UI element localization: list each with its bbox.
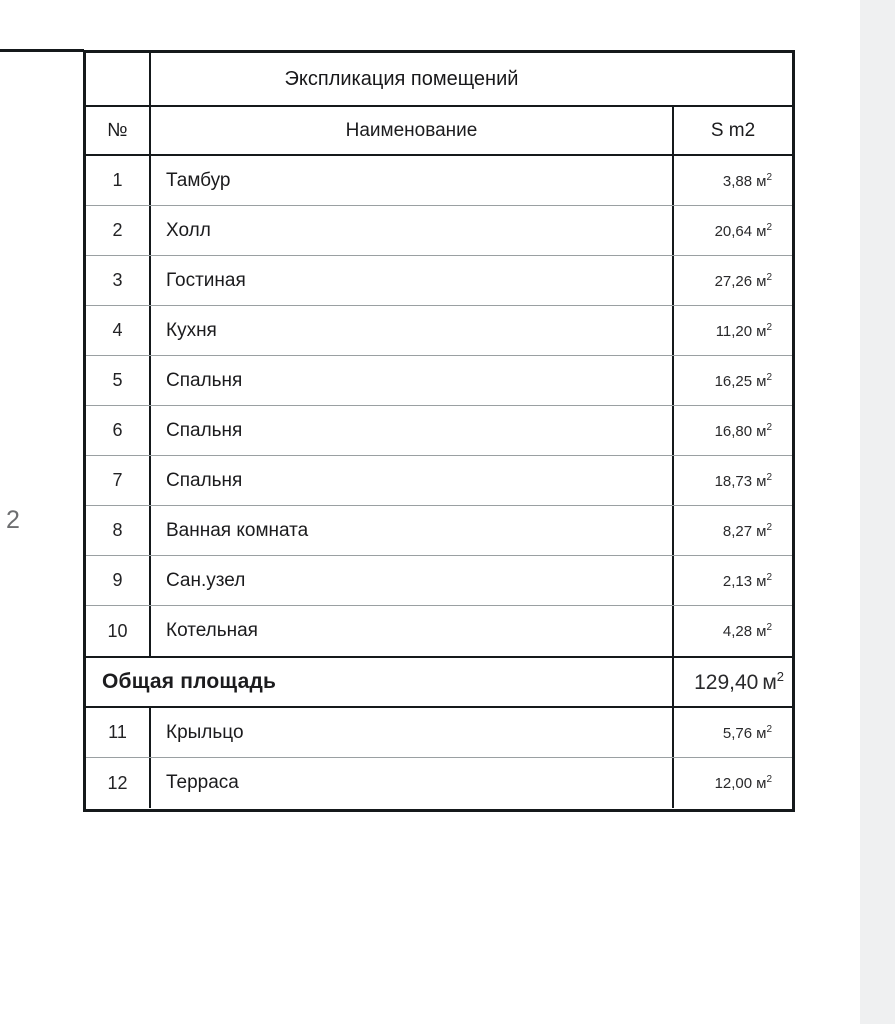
table-title-row xyxy=(86,53,792,107)
table-row xyxy=(86,708,792,758)
room-name-text: Ванная комната xyxy=(166,519,309,541)
table-row xyxy=(86,456,792,506)
room-name xyxy=(151,606,674,656)
room-area-text: 2,13 $м^2$ xyxy=(722,571,772,590)
room-area xyxy=(674,156,792,205)
room-name-text: Спальня xyxy=(166,469,243,491)
table-row xyxy=(86,306,792,356)
room-name xyxy=(151,356,674,405)
room-name-text: Гостиная xyxy=(166,269,246,291)
header-name-label: Наименование xyxy=(345,119,478,141)
room-name-text: Крыльцо xyxy=(166,721,244,743)
header-area xyxy=(674,107,792,154)
room-area-text: 3,88 $м^2$ xyxy=(722,171,772,190)
table-row xyxy=(86,356,792,406)
table-row xyxy=(86,406,792,456)
header-number-label: № xyxy=(107,119,128,141)
room-name-text: Кухня xyxy=(166,319,217,341)
row-number xyxy=(86,758,151,808)
row-number xyxy=(86,156,151,205)
room-area-text: 12,00 $м^2$ xyxy=(714,774,772,792)
row-number-text: 3 xyxy=(112,270,123,290)
row-number-text: 9 xyxy=(112,570,123,590)
room-name xyxy=(151,256,674,305)
room-area-text: 5,76 $м^2$ xyxy=(722,723,772,742)
row-number-text: 2 xyxy=(112,220,123,240)
row-number-text: 6 xyxy=(112,420,123,440)
table-row xyxy=(86,156,792,206)
room-name xyxy=(151,406,674,455)
room-area-text: 4,28 $м^2$ xyxy=(722,622,772,640)
viewer-edge-strip xyxy=(860,0,895,1024)
room-area xyxy=(674,758,792,808)
table-row xyxy=(86,606,792,656)
row-number-text: 11 xyxy=(108,722,127,742)
room-name xyxy=(151,758,674,808)
total-row xyxy=(86,656,792,708)
table-row xyxy=(86,256,792,306)
header-name xyxy=(151,107,674,154)
room-area-text: 18,73 $м^2$ xyxy=(714,471,772,490)
room-name-text: Спальня xyxy=(166,419,243,441)
header-number xyxy=(86,107,151,154)
room-area xyxy=(674,406,792,455)
room-name xyxy=(151,708,674,757)
room-name-text: Котельная xyxy=(166,620,258,641)
room-name-text: Терраса xyxy=(166,772,239,793)
row-number-text: 12 xyxy=(107,772,128,793)
table-row xyxy=(86,556,792,606)
room-name xyxy=(151,156,674,205)
total-area-text: 129,40 $м^2$ xyxy=(694,669,784,694)
row-number xyxy=(86,506,151,555)
table-title: Экспликация помещений xyxy=(284,67,519,90)
row-number xyxy=(86,306,151,355)
row-number xyxy=(86,456,151,505)
room-name-text: Сан.узел xyxy=(166,569,246,591)
room-area-text: 16,25 $м^2$ xyxy=(714,371,772,390)
row-number xyxy=(86,256,151,305)
room-area-text: 8,27 $м^2$ xyxy=(722,521,772,540)
room-area-text: 27,26 $м^2$ xyxy=(714,271,772,290)
room-name-text: Холл xyxy=(166,219,211,241)
header-area-label: S m2 xyxy=(710,119,756,141)
row-number xyxy=(86,206,151,255)
row-number-text: 7 xyxy=(112,470,123,490)
row-number xyxy=(86,406,151,455)
row-number-text: 10 xyxy=(107,620,128,641)
row-number xyxy=(86,556,151,605)
row-number-text: 5 xyxy=(112,370,123,390)
room-name xyxy=(151,456,674,505)
room-area xyxy=(674,708,792,757)
room-name-text: Спальня xyxy=(166,369,243,391)
drawing-frame-line xyxy=(0,49,84,52)
room-area-text: 20,64 $м^2$ xyxy=(714,221,772,240)
row-number xyxy=(86,708,151,757)
room-area xyxy=(674,256,792,305)
room-area-text: 16,80 $м^2$ xyxy=(714,421,772,440)
table-header-row xyxy=(86,107,792,156)
table-row xyxy=(86,758,792,808)
room-name xyxy=(151,506,674,555)
row-number xyxy=(86,606,151,656)
row-number-text: 1 xyxy=(112,170,123,190)
row-number xyxy=(86,356,151,405)
room-area xyxy=(674,456,792,505)
room-name xyxy=(151,556,674,605)
table-row xyxy=(86,206,792,256)
room-area xyxy=(674,356,792,405)
room-area xyxy=(674,306,792,355)
room-name-text: Тамбур xyxy=(166,169,231,191)
row-number-text: 8 xyxy=(112,520,123,540)
room-area xyxy=(674,606,792,656)
table-row xyxy=(86,506,792,556)
room-explication-table xyxy=(83,50,795,812)
room-name xyxy=(151,206,674,255)
room-area-text: 11,20 $м^2$ xyxy=(715,321,772,340)
total-label: Общая площадь xyxy=(86,658,674,706)
row-number-text: 4 xyxy=(112,320,123,340)
room-area xyxy=(674,556,792,605)
title-empty-cell xyxy=(86,53,151,105)
total-area xyxy=(674,658,792,706)
room-area xyxy=(674,506,792,555)
room-name xyxy=(151,306,674,355)
partial-dimension-label: 2 xyxy=(6,506,20,534)
room-area xyxy=(674,206,792,255)
